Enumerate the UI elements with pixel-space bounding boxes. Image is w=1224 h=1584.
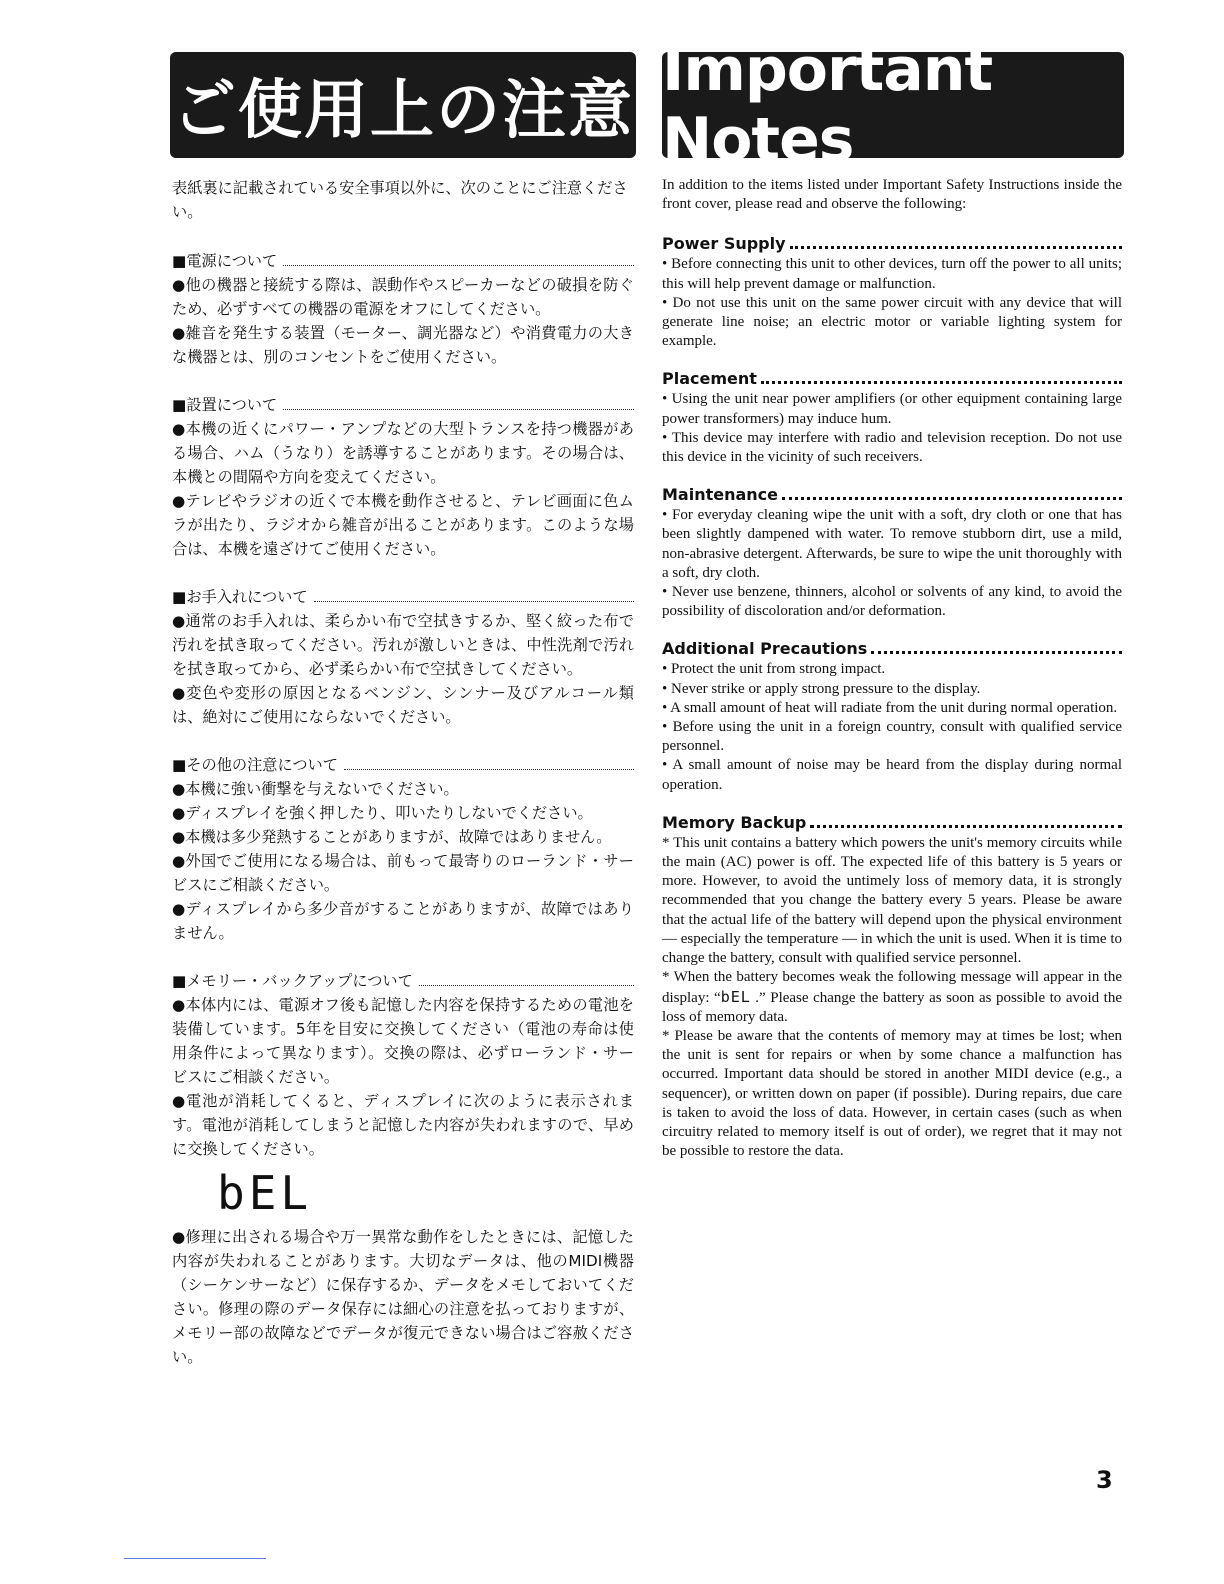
en-item: • Never strike or apply strong pressure to the display.: [662, 680, 981, 697]
jp-column: [172, 176, 634, 1393]
en-item: • A small amount of noise may be heard from the display during normal operation.: [662, 757, 1122, 793]
jp-item: ●本機の近くにパワー・アンプなどの大型トランスを持つ機器がある場合、ハム（うなり）を誘導することがあります。その場合は、本機との間隔や方向を変えてください。: [172, 420, 634, 486]
en-item: • Protect the unit from strong impact.: [662, 661, 886, 678]
en-title-banner: [662, 35, 1124, 175]
jp-heading-text: ■メモリー・バックアップについて: [172, 972, 413, 990]
dot-leader: [283, 265, 634, 266]
battery-low-code: bEL: [720, 987, 751, 1006]
jp-title: ご使用上の注意: [172, 74, 634, 148]
jp-item: ●ディスプレイを強く押したり、叩いたりしないでください。: [172, 804, 593, 822]
en-item: • This device may interfere with radio and television reception. Do not use this device in the vicinity of such receivers.: [662, 429, 1122, 466]
jp-heading-text: ■電源について: [172, 252, 278, 270]
en-section-additional-precautions: [662, 639, 1122, 794]
en-section-memory-backup: [662, 813, 1122, 1161]
battery-low-display: bEL: [217, 1166, 313, 1220]
en-section-heading: [662, 485, 1122, 505]
en-item-text: * When the battery becomes weak the following message will appear in the display: “: [662, 969, 1122, 1006]
en-heading-text: Power Supply: [662, 234, 786, 254]
en-item: • Never use benzene, thinners, alcohol or solvents of any kind, to avoid the possibility of discoloration and/or deformation.: [662, 584, 1122, 620]
jp-title-banner: [170, 52, 636, 158]
jp-item: ●本機に強い衝撃を与えないでください。: [172, 780, 459, 798]
jp-section-heading: [172, 753, 634, 777]
en-item: • For everyday cleaning wipe the unit with a soft, dry cloth or one that has been slightly dampened with water. To remove stubborn dirt, use a mild, non-abrasive detergent. Afterwards, be sure to wipe the unit thoroughly with a soft, dry cloth.: [662, 507, 1122, 581]
dot-leader: [761, 381, 1122, 384]
en-heading-text: Memory Backup: [662, 812, 807, 832]
jp-item: ●修理に出される場合や万一異常な動作をしたときには、記憶した内容が失われることがあります。大切なデータは、他のMIDI機器（シーケンサーなど）に保存するか、データをメモしておいてください。修理の際のデータ保存には細心の注意を払っておりますが、メモリー部の故障などでデータが復元できない場合はご容赦ください。: [172, 1228, 634, 1366]
dot-leader: [871, 651, 1122, 654]
jp-section-heading: [172, 969, 634, 993]
en-section-heading: [662, 369, 1122, 389]
dot-leader: [344, 769, 634, 770]
jp-section-power: [172, 249, 634, 369]
en-heading-text: Placement: [662, 369, 757, 389]
en-heading-text: Additional Precautions: [662, 639, 868, 659]
en-title: Important Notes: [662, 35, 993, 175]
dot-leader: [810, 825, 1122, 828]
en-section-heading: [662, 813, 1122, 833]
jp-item: ●雑音を発生する装置（モーター、調光器など）や消費電力の大きな機器とは、別のコンセントをご使用ください。: [172, 324, 634, 366]
jp-item: ●本体内には、電源オフ後も記憶した内容を保持するための電池を装備しています。5年を目安に交換してください（電池の寿命は使用条件によって異なります）。交換の際は、必ずローランド・サービスにご相談ください。: [172, 996, 634, 1086]
jp-heading-text: ■設置について: [172, 396, 278, 414]
page-number: 3: [1096, 1466, 1113, 1494]
jp-section-maintenance: [172, 585, 634, 729]
jp-section-heading: [172, 585, 634, 609]
en-item-text: .” Please change the battery as soon as possible to avoid the loss of memory data.: [662, 989, 1122, 1025]
en-item: * Please be aware that the contents of memory may at times be lost; when the unit is sent for repairs or when by some chance a malfunction has occurred. Important data should be stored in another MIDI device (e.g., a sequencer), or written down on paper (if possible). During repairs, due care is taken to avoid the loss of data. However, in certain cases (such as when circuitry related to memory itself is out of order), we regret that it may not be possible to restore the data.: [662, 1027, 1122, 1160]
jp-item: ●外国でご使用になる場合は、前もって最寄りのローランド・サービスにご相談ください。: [172, 852, 634, 894]
en-item: • A small amount of heat will radiate from the unit during normal operation.: [662, 699, 1118, 716]
jp-section-heading: [172, 249, 634, 273]
dot-leader: [314, 601, 634, 602]
en-item: [662, 968, 1122, 1027]
jp-item: ●電池が消耗してくると、ディスプレイに次のように表示されます。電池が消耗してしまうと記憶した内容が失われますので、早めに交換してください。: [172, 1092, 634, 1158]
jp-heading-text: ■その他の注意について: [172, 756, 338, 774]
en-column: [662, 176, 1122, 1179]
en-section-heading: [662, 234, 1122, 254]
en-item: • Do not use this unit on the same power circuit with any device that will generate line noise; an electric motor or variable lighting system for example.: [662, 294, 1122, 350]
en-section-maintenance: [662, 485, 1122, 621]
jp-section-heading: [172, 393, 634, 417]
dot-leader: [782, 497, 1122, 500]
jp-item: ●テレビやラジオの近くで本機を動作させると、テレビ画面に色ムラが出たり、ラジオから雑音が出ることがあります。このような場合は、本機を遠ざけてご使用ください。: [172, 492, 634, 558]
en-item: • Before connecting this unit to other devices, turn off the power to all units; this will help prevent damage or malfunction.: [662, 256, 1122, 292]
jp-heading-text: ■お手入れについて: [172, 588, 308, 606]
jp-section-placement: [172, 393, 634, 561]
jp-section-memory-backup: [172, 969, 634, 1369]
dot-leader: [419, 985, 634, 986]
footer-rule: [124, 1558, 266, 1559]
en-item: * This unit contains a battery which powers the unit's memory circuits while the main (AC) power is off. The expected life of this battery is 5 years or more. However, to avoid the untimely loss of memory data, it is strongly recommended that you change the battery every 5 years. Please be aware that the actual life of the battery will depend upon the physical environment — especially the temperature — in which the unit is used. When it is time to change the battery, consult with qualified service personnel.: [662, 834, 1122, 967]
jp-item: ●変色や変形の原因となるベンジン、シンナー及びアルコール類は、絶対にご使用にならないでください。: [172, 684, 634, 726]
en-intro: In addition to the items listed under Important Safety Instructions inside the front cover, please read and observe the following:: [662, 177, 1122, 213]
jp-item: ●通常のお手入れは、柔らかい布で空拭きするか、堅く絞った布で汚れを拭き取ってください。汚れが激しいときは、中性洗剤で汚れを拭き取ってから、必ず柔らかい布で空拭きしてください。: [172, 612, 634, 678]
en-item: • Before using the unit in a foreign country, consult with qualified service personnel.: [662, 719, 1122, 755]
jp-item: ●本機は多少発熱することがありますが、故障ではありません。: [172, 828, 612, 846]
en-item: • Using the unit near power amplifiers (or other equipment containing large power transformers) may induce hum.: [662, 391, 1122, 427]
jp-item: ●他の機器と接続する際は、誤動作やスピーカーなどの破損を防ぐため、必ずすべての機器の電源をオフにしてください。: [172, 276, 634, 318]
en-section-power-supply: [662, 234, 1122, 351]
en-section-heading: [662, 639, 1122, 659]
en-section-placement: [662, 369, 1122, 467]
jp-intro: 表紙裏に記載されている安全事項以外に、次のことにご注意ください。: [172, 179, 628, 221]
dot-leader: [790, 246, 1122, 249]
en-heading-text: Maintenance: [662, 485, 779, 505]
dot-leader: [283, 409, 634, 410]
jp-section-other: [172, 753, 634, 945]
jp-item: ●ディスプレイから多少音がすることがありますが、故障ではありません。: [172, 900, 634, 942]
